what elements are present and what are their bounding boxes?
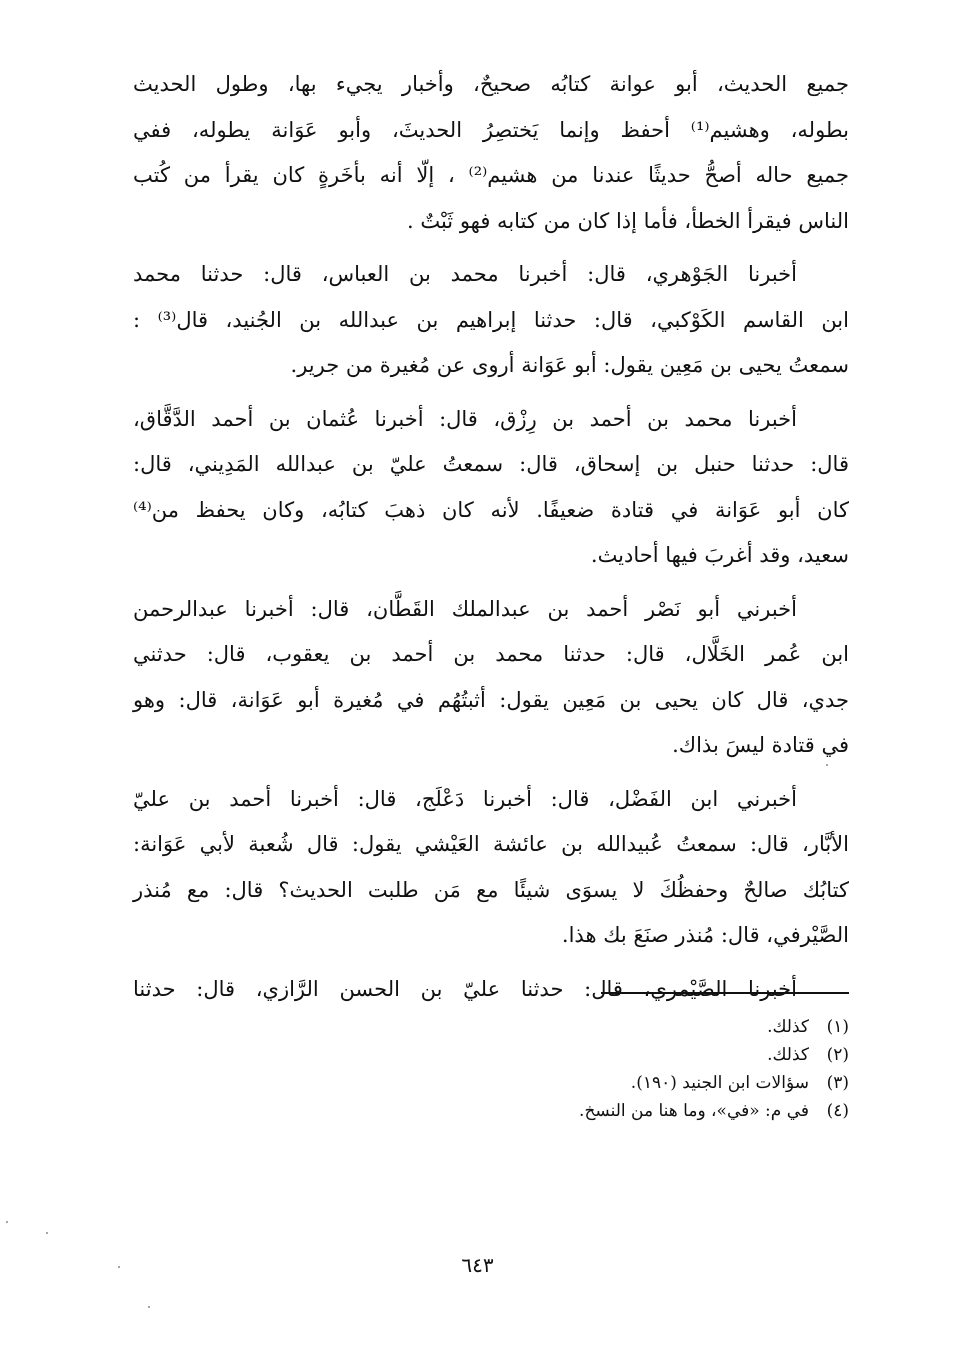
paragraph [133, 777, 849, 959]
text-line: أخبرنا الصَّيْمري، قال: حدثنا عليّ بن الحسن الرَّازي، قال: حدثنا [133, 976, 797, 1001]
footnote [579, 1013, 849, 1041]
paragraph [133, 252, 849, 389]
scan-speck [6, 1221, 8, 1223]
footnote-number: (٤) [826, 1101, 849, 1121]
text-line: قال: حدثنا حنبل بن إسحاق، قال: سمعتُ عليّ بن عبدالله المَدِيني، قال: [133, 452, 849, 476]
text-line: سمعتُ يحيى بن مَعِين يقول: أبو عَوَانة أروى عن مُغيرة من جرير. [290, 353, 849, 377]
text-line: أخبرنا الجَوْهري، قال: أخبرنا محمد بن العباس، قال: حدثنا محمد [133, 262, 797, 286]
footnote [579, 1097, 849, 1125]
footnotes [579, 1013, 849, 1125]
text-line: جميع حاله أصحُّ حديثًا عندنا من هشيم⁽²⁾ ، إلّا أنه بأخَرةٍ كان يقرأ من كُتب [133, 163, 849, 187]
footnote-number: (٢) [826, 1045, 849, 1065]
paragraph [133, 967, 849, 1013]
text-line: ابن القاسم الكَوْكبي، قال: حدثنا إبراهيم بن عبدالله بن الجُنيد، قال⁽³⁾ : [133, 307, 849, 332]
text-line: بطوله، وهشيم⁽¹⁾ أحفظ وإنما يَختصِرُ الحديثَ، وأبو عَوَانة يطوله، ففي [133, 117, 850, 142]
scan-speck [148, 1306, 150, 1308]
text-line: كان أبو عَوَانة في قتادة ضعيفًا. لأنه كان ذهبَ كتابُه، وكان يحفظ من⁽⁴⁾ [133, 497, 849, 522]
main-text [133, 62, 849, 1020]
paragraph [133, 587, 849, 769]
text-line: أخبرني ابن الفَضْل، قال: أخبرنا دَعْلَج، قال: أخبرنا أحمد بن عليّ [133, 786, 797, 811]
text-line: الأبَّار، قال: سمعتُ عُبيدالله بن عائشة العَيْشي يقول: قال شُعبة لأبي عَوَانة: [133, 832, 849, 856]
footnote-text: في م: «في»، وما هنا من النسخ. [579, 1101, 809, 1121]
text-line: كتابُك صالحٌ وحفظُكَ لا يسوَى شيئًا مع مَن طلبت الحديث؟ قال: مع مُنذر [133, 877, 849, 902]
page-number: ٦٤٣ [461, 1253, 494, 1277]
footnote-text: سؤالات ابن الجنيد (١٩٠). [630, 1073, 809, 1093]
text-line: جميع الحديث، أبو عوانة كتابُه صحيحٌ، وأخبار يجيء بها، وطول الحديث [133, 72, 849, 96]
text-line: الصَّيْرفي، قال: مُنذر صنَعَ بك هذا. [561, 923, 849, 947]
text-line: سعيد، وقد أغربَ فيها أحاديث. [590, 543, 849, 567]
text-line: أخبرني أبو نَصْر أحمد بن عبدالملك القَطَّان، قال: أخبرنا عبدالرحمن [133, 596, 797, 621]
text-line: ابن عُمر الخَلَّال، قال: حدثنا محمد بن أحمد بن يعقوب، قال: حدثني [133, 642, 849, 666]
scan-speck [118, 1266, 120, 1268]
footnote [579, 1041, 849, 1069]
text-line: الناس فيقرأ الخطأ، فأما إذا كان من كتابه فهو ثَبْتٌ . [406, 208, 849, 233]
footnote [579, 1069, 849, 1097]
scan-speck [46, 1232, 48, 1234]
scan-speck [826, 764, 828, 766]
text-line: في قتادة ليسَ بذاك. [672, 733, 849, 757]
paragraph [133, 397, 849, 579]
footnote-text: كذلك. [767, 1045, 809, 1065]
footnote-text: كذلك. [767, 1017, 809, 1037]
footnote-divider [601, 992, 849, 994]
footnote-number: (١) [826, 1017, 849, 1037]
text-line: أخبرنا محمد بن أحمد بن رِزْق، قال: أخبرنا عُثمان بن أحمد الدَّقَّاق، [133, 406, 797, 431]
footnote-number: (٣) [826, 1073, 849, 1093]
text-line: جدي، قال كان يحيى بن مَعِين يقول: أثبتُهُم في مُغيرة أبو عَوَانة، قال: وهو [133, 687, 849, 712]
paragraph [133, 62, 849, 244]
